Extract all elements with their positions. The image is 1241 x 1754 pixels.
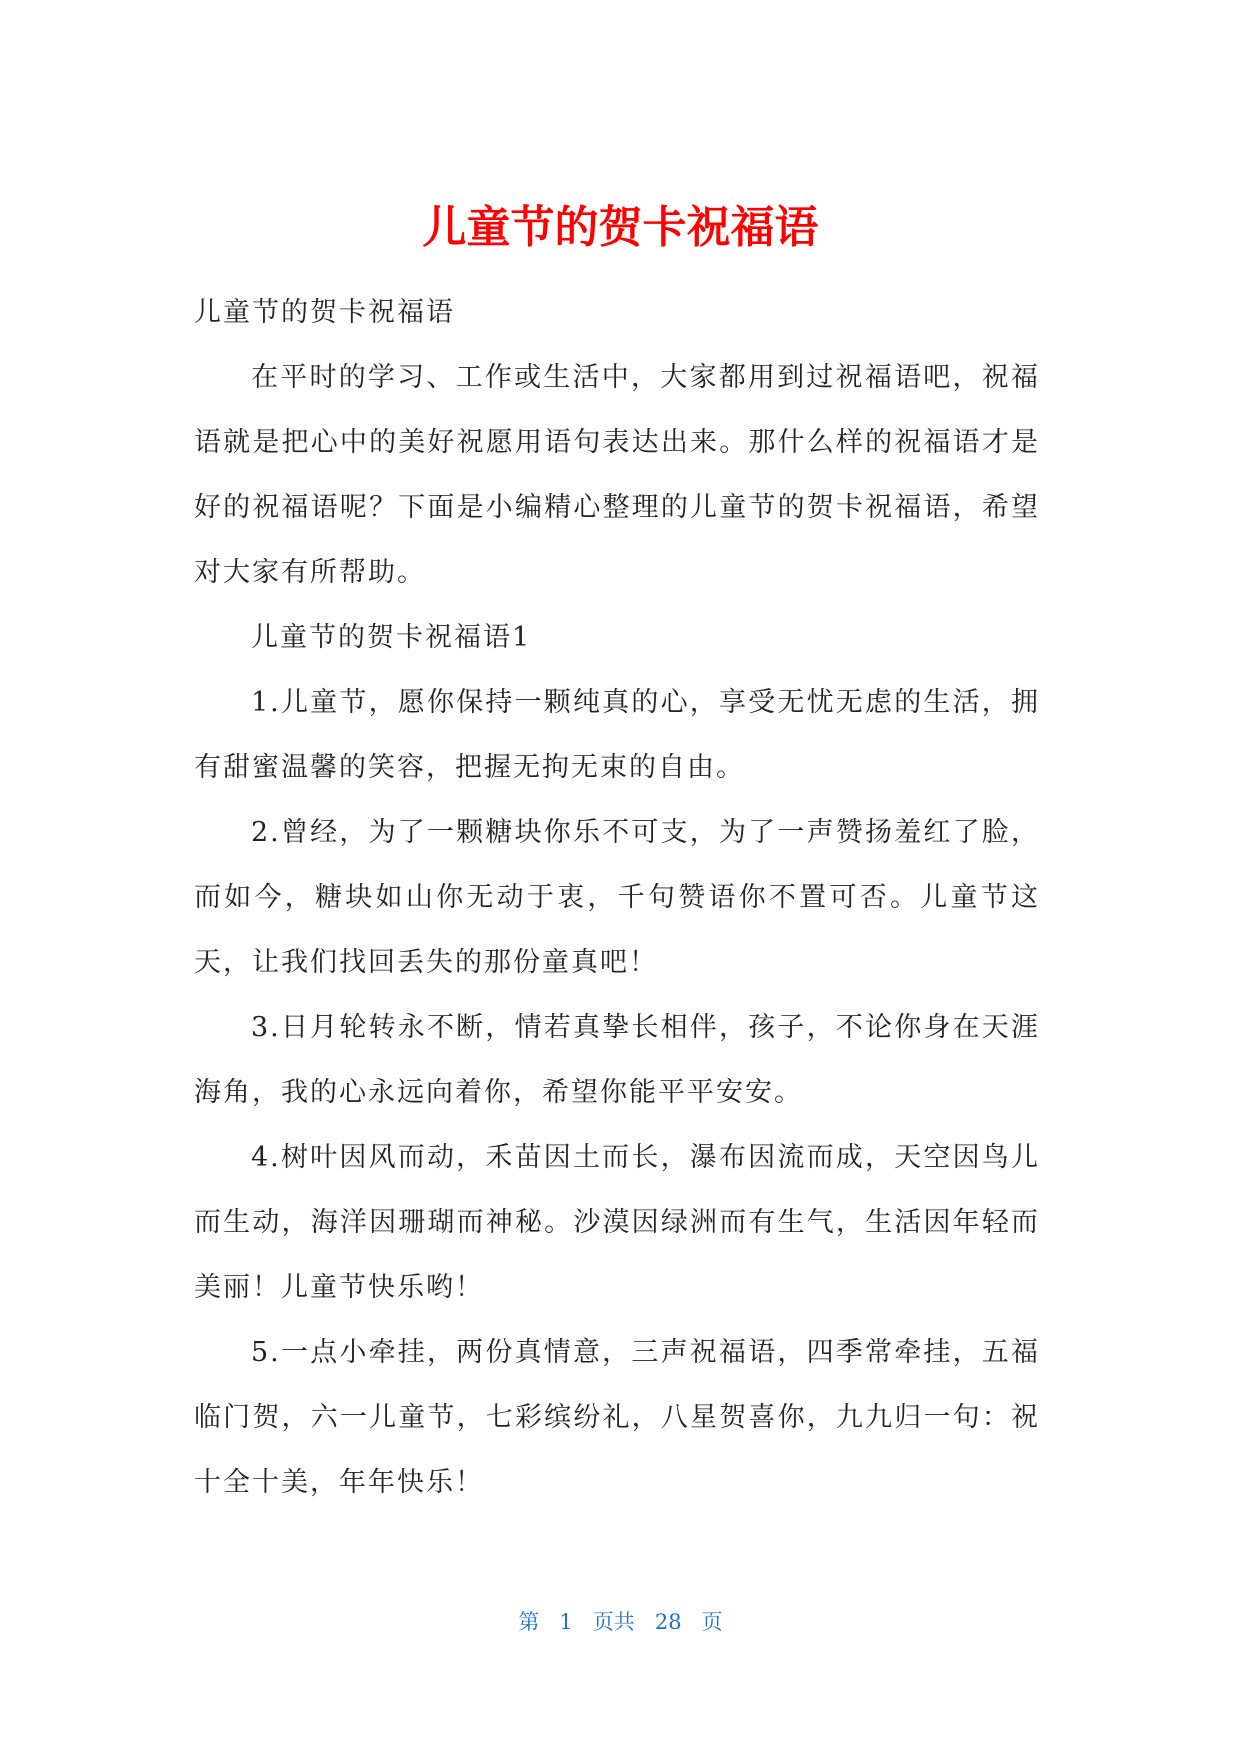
document-body [194,280,1040,1515]
page-footer [0,1607,1241,1637]
blessing-item-2: 2.曾经，为了一颗糖块你乐不可支，为了一声赞扬羞红了脸，而如今，糖块如山你无动于衷，千句赞语你不置可否。儿童节这天，让我们找回丢失的那份童真吧！ [194,817,1040,978]
footer-suffix: 页 [701,1610,723,1634]
blessing-item-4: 4.树叶因风而动，禾苗因土而长，瀑布因流而成，天空因鸟儿而生动，海洋因珊瑚而神秘。沙漠因绿洲而有生气，生活因年轻而美丽！儿童节快乐哟！ [194,1142,1040,1303]
footer-middle: 页共 [592,1610,635,1634]
blessing-item-3: 3.日月轮转永不断，情若真挚长相伴，孩子，不论你身在天涯海角，我的心永远向着你，希望你能平平安安。 [194,1012,1040,1108]
footer-total-pages: 28 [654,1610,682,1634]
blessing-item-1: 1.儿童节，愿你保持一颗纯真的心，享受无忧无虑的生活，拥有甜蜜温馨的笑容，把握无拘无束的自由。 [194,687,1040,783]
section-heading: 儿童节的贺卡祝福语1 [251,622,532,653]
footer-page-number: 1 [559,1610,573,1634]
footer-prefix: 第 [518,1610,540,1634]
intro-paragraph: 在平时的学习、工作或生活中，大家都用到过祝福语吧，祝福语就是把心中的美好祝愿用语句表达出来。那什么样的祝福语才是好的祝福语呢？下面是小编精心整理的儿童节的贺卡祝福语，希望对大家有所帮助。 [194,362,1040,588]
document-title: 儿童节的贺卡祝福语 [422,202,819,253]
blessing-item-5: 5.一点小牵挂，两份真情意，三声祝福语，四季常牵挂，五福临门贺，六一儿童节，七彩缤纷礼，八星贺喜你，九九归一句：祝十全十美，年年快乐！ [194,1337,1040,1498]
subtitle-paragraph: 儿童节的贺卡祝福语 [194,297,455,328]
